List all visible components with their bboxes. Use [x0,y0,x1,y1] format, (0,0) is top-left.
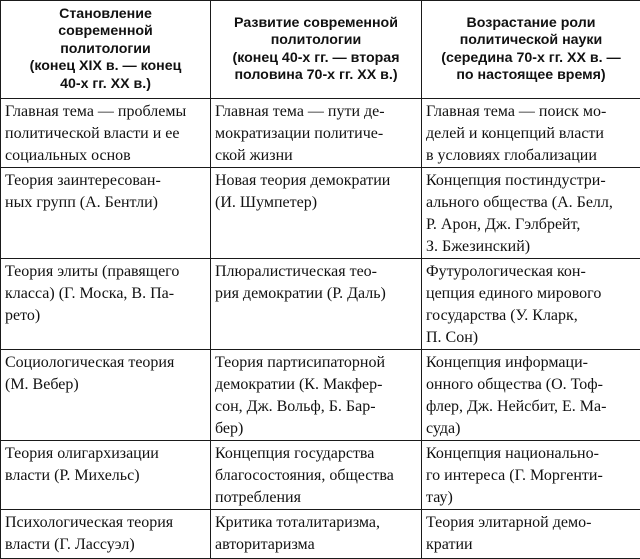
table-cell: Футурологическая кон- цепция единого мирового государства (У. Кларк, П. Сон) [422,259,640,350]
header-period-growth: Возрастание роли политической науки (середина 70-х гг. XX в. — по настоящее время) [422,1,640,99]
table-cell: Теория элитарной демо- кратии [422,510,640,559]
table-row [1,168,640,259]
table-cell: Главная тема — поиск мо- делей и концепций власти в условиях глобализации [422,99,640,168]
table-row [1,259,640,350]
header-period-formation: Становление современной политологии (конец XIX в. — конец 40-х гг. XX в.) [1,1,211,99]
table-cell: Концепция национально- го интереса (Г. Моргенти- тау) [422,441,640,510]
table-cell: Концепция государства благосостояния, общества потребления [211,441,422,510]
table-cell: Концепция постиндустри- ального общества (А. Белл, Р. Арон, Дж. Гэлбрейт, З. Бжезинский) [422,168,640,259]
table-cell: Плюралистическая тео- рия демократии (Р. Даль) [211,259,422,350]
table-cell: Теория партисипаторной демократии (К. Макфер- сон, Дж. Вольф, Б. Бар- бер) [211,350,422,441]
table-row [1,441,640,510]
table-cell: Главная тема — пути де- мократизации политиче- ской жизни [211,99,422,168]
table-row [1,99,640,168]
header-period-development: Развитие современной политологии (конец 40-х гг. — вторая половина 70-х гг. XX в.) [211,1,422,99]
table-cell: Критика тоталитаризма, авторитаризма [211,510,422,559]
table-cell: Концепция информаци- онного общества (О. Тоф- флер, Дж. Нейсбит, Е. Ма- суда) [422,350,640,441]
table-cell: Теория элиты (правящего класса) (Г. Моска, В. Па- рето) [1,259,211,350]
table-cell: Теория заинтересован- ных групп (А. Бентли) [1,168,211,259]
header-row [1,1,640,99]
table-cell: Социологическая теория (М. Вебер) [1,350,211,441]
table-row [1,350,640,441]
table-cell: Психологическая теория власти (Г. Лассуэл) [1,510,211,559]
table-row [1,510,640,559]
table-cell: Теория олигархизации власти (Р. Михельс) [1,441,211,510]
table-cell: Новая теория демократии (И. Шумпетер) [211,168,422,259]
table-cell: Главная тема — проблемы политической власти и ее социальных основ [1,99,211,168]
